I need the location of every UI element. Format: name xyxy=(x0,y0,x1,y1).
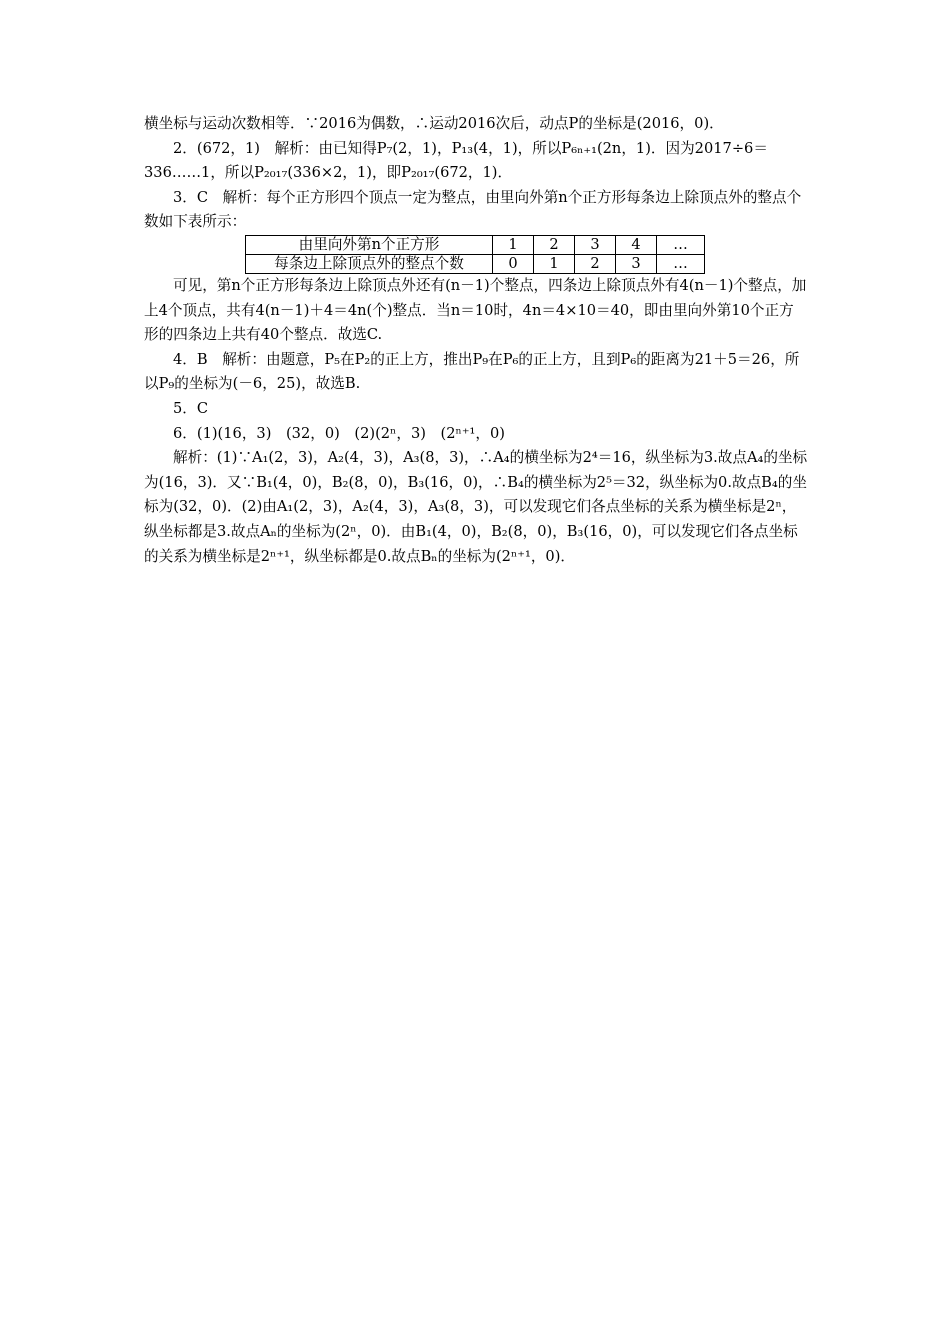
answer-3: 3．C 解析：每个正方形四个顶点一定为整点，由里向外第n个正方形每条边上除顶点外的整点个数如下表所示： xyxy=(144,188,802,231)
table-row xyxy=(246,254,705,273)
answer-3-conclusion: 可见，第n个正方形每条边上除顶点外还有(n－1)个整点，四条边上除顶点外有4(n－1)个整点，加上4个顶点，共有4(n－1)＋4＝4n(个)整点．当n＝10时，4n＝4×10＝40，即由里向外第10个正方形的四条边上共有40个整点．故选C. xyxy=(144,276,807,344)
table-cell: 0 xyxy=(493,254,534,273)
table-cell: 2 xyxy=(534,235,575,254)
answer-5: 5．C xyxy=(173,399,209,417)
table-cell: 1 xyxy=(493,235,534,254)
lattice-point-table xyxy=(245,235,705,274)
paragraph-1-tail: 横坐标与运动次数相等．∵2016为偶数，∴运动2016次后，动点P的坐标是(2016，0)． xyxy=(144,115,724,132)
table-row xyxy=(246,235,705,254)
table-cell: … xyxy=(657,254,705,273)
table-row-header: 由里向外第n个正方形 xyxy=(246,235,493,254)
table-cell: 3 xyxy=(575,235,616,254)
solution-text xyxy=(144,112,808,569)
table-cell: … xyxy=(657,235,705,254)
table-cell: 2 xyxy=(575,254,616,273)
answer-6-analysis: 解析：(1)∵A₁(2，3)，A₂(4，3)，A₃(8，3)，∴A₄的横坐标为2⁴＝16，纵坐标为3.故点A₄的坐标为(16，3)．又∵B₁(4，0)，B₂(8，0)，B₃(16，0)，∴B₄的横坐标为2⁵＝32，纵坐标为0.故点B₄的坐标为(32，0)．(2)由A₁(2，3)，A₂(4，3)，A₃(8，3)，可以发现它们各点坐标的关系为横坐标是2ⁿ，纵坐标都是3.故点Aₙ的坐标为(2ⁿ，0)．由B₁(4，0)，B₂(8，0)，B₃(16，0)，可以发现它们各点坐标的关系为横坐标是2ⁿ⁺¹，纵坐标都是0.故点Bₙ的坐标为(2ⁿ⁺¹，0)． xyxy=(144,449,808,565)
table-row-header: 每条边上除顶点外的整点个数 xyxy=(246,254,493,273)
table-cell: 1 xyxy=(534,254,575,273)
table-cell: 3 xyxy=(616,254,657,273)
answer-4: 4．B 解析：由题意，P₅在P₂的正上方，推出P₉在P₆的正上方，且到P₆的距离为21＋5＝26，所以P₉的坐标为(－6，25)，故选B. xyxy=(144,350,800,393)
answer-2: 2．(672，1) 解析：由已知得P₇(2，1)，P₁₃(4，1)，所以P₆ₙ₊₁(2n，1)．因为2017÷6＝336……1，所以P₂₀₁₇(336×2，1)，即P₂₀₁₇(672，1)． xyxy=(144,139,768,182)
table-cell: 4 xyxy=(616,235,657,254)
answer-6: 6．(1)(16，3) (32，0) (2)(2ⁿ，3) (2ⁿ⁺¹，0) xyxy=(173,424,505,442)
